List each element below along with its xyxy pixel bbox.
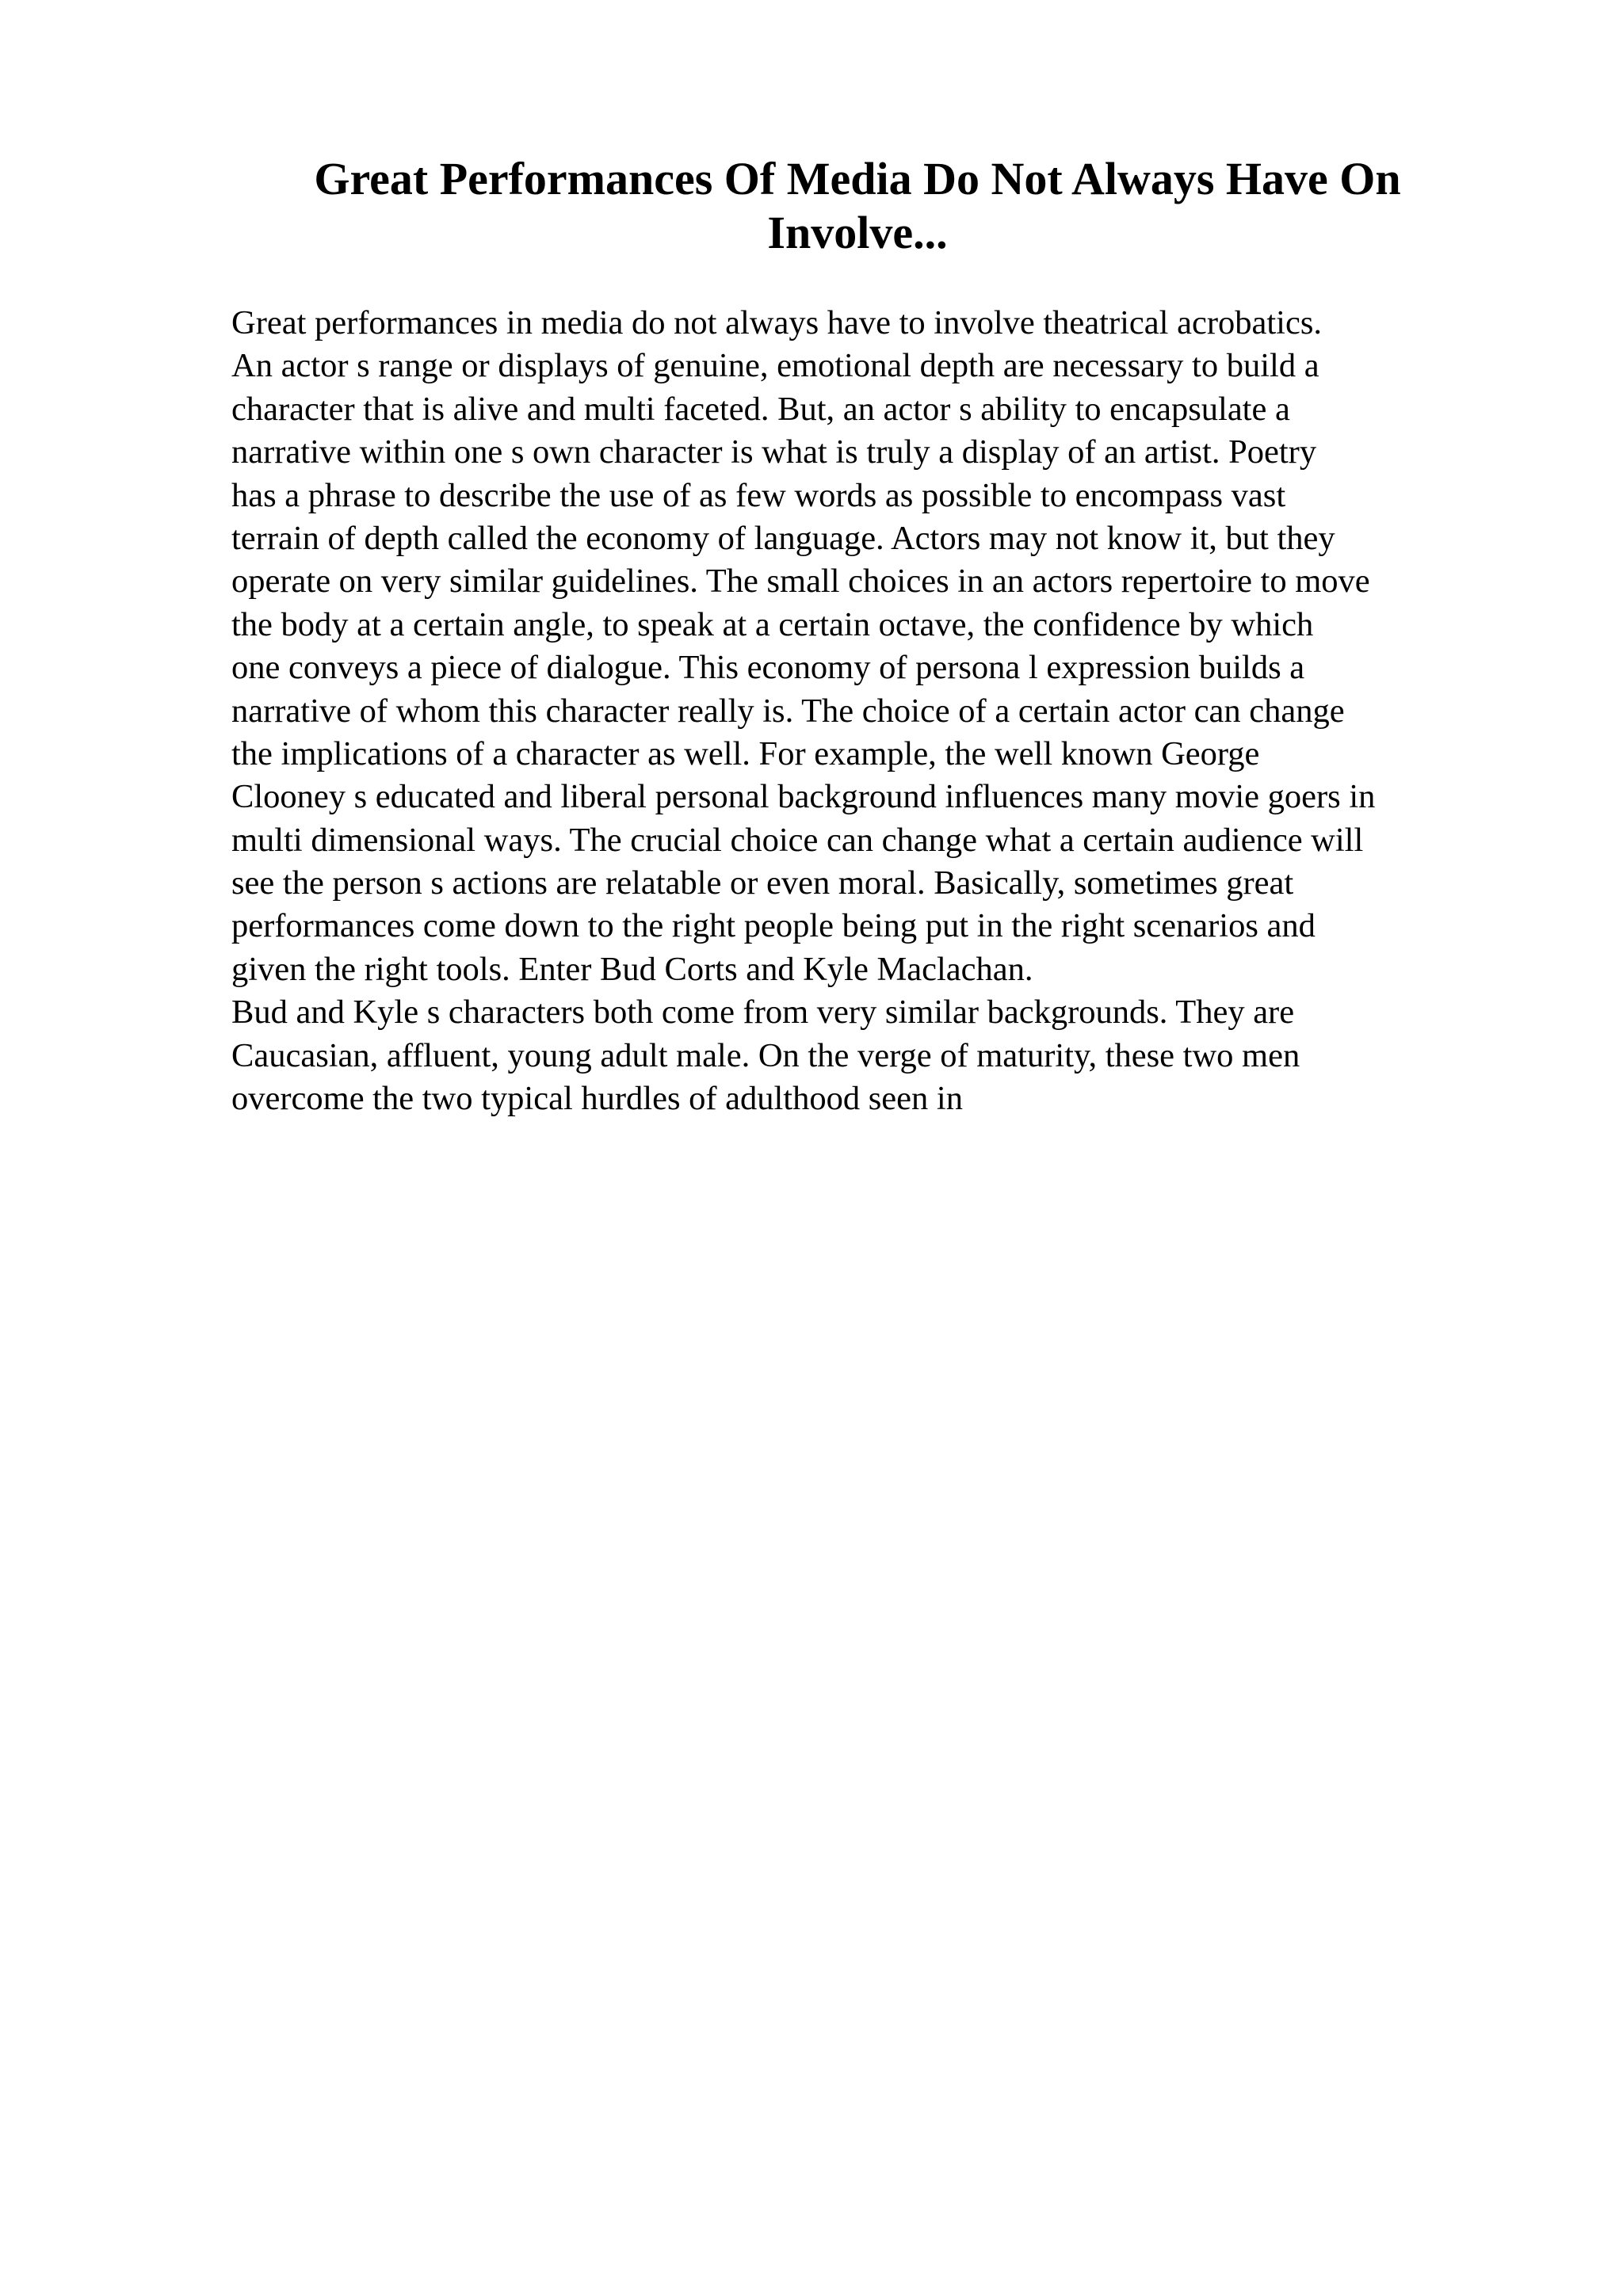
body-line: overcome the two typical hurdles of adulthood seen in [231,1080,963,1118]
body-line: Clooney s educated and liberal personal background influences many movie goers in [231,778,1376,816]
body-line: operate on very similar guidelines. The small choices in an actors repertoire to move [231,563,1370,601]
body-line: character that is alive and multi faceted. But, an actor s ability to encapsulate a [231,390,1290,428]
body-line: the implications of a character as well. For example, the well known George [231,734,1260,772]
body-line: Bud and Kyle s characters both come from very similar backgrounds. They are [231,994,1295,1032]
body-line: given the right tools. Enter Bud Corts and Kyle Maclachan. [231,950,1033,988]
body-line: has a phrase to describe the use of as few words as possible to encompass vast [231,476,1286,514]
body-line: Great performances in media do not always have to involve theatrical acrobatics. [231,304,1322,341]
body-line: narrative of whom this character really is. The choice of a certain actor can change [231,692,1345,730]
body-line: An actor s range or displays of genuine, emotional depth are necessary to build a [231,347,1319,385]
body-line: the body at a certain angle, to speak at a certain octave, the confidence by which [231,605,1314,643]
body-line: narrative within one s own character is what is truly a display of an artist. Poetry [231,433,1317,471]
document-title: Great Performances Of Media Do Not Always Have On Involve... [314,153,1401,258]
body-line: one conveys a piece of dialogue. This economy of persona l expression builds a [231,649,1305,687]
body-line: performances come down to the right people being put in the right scenarios and [231,907,1316,945]
document-body [231,302,1499,1120]
body-line: Caucasian, affluent, young adult male. On the verge of maturity, these two men [231,1036,1300,1074]
body-line: see the person s actions are relatable or even moral. Basically, sometimes great [231,864,1294,902]
body-line: terrain of depth called the economy of language. Actors may not know it, but they [231,519,1335,557]
body-line: multi dimensional ways. The crucial choice can change what a certain audience will [231,821,1364,859]
